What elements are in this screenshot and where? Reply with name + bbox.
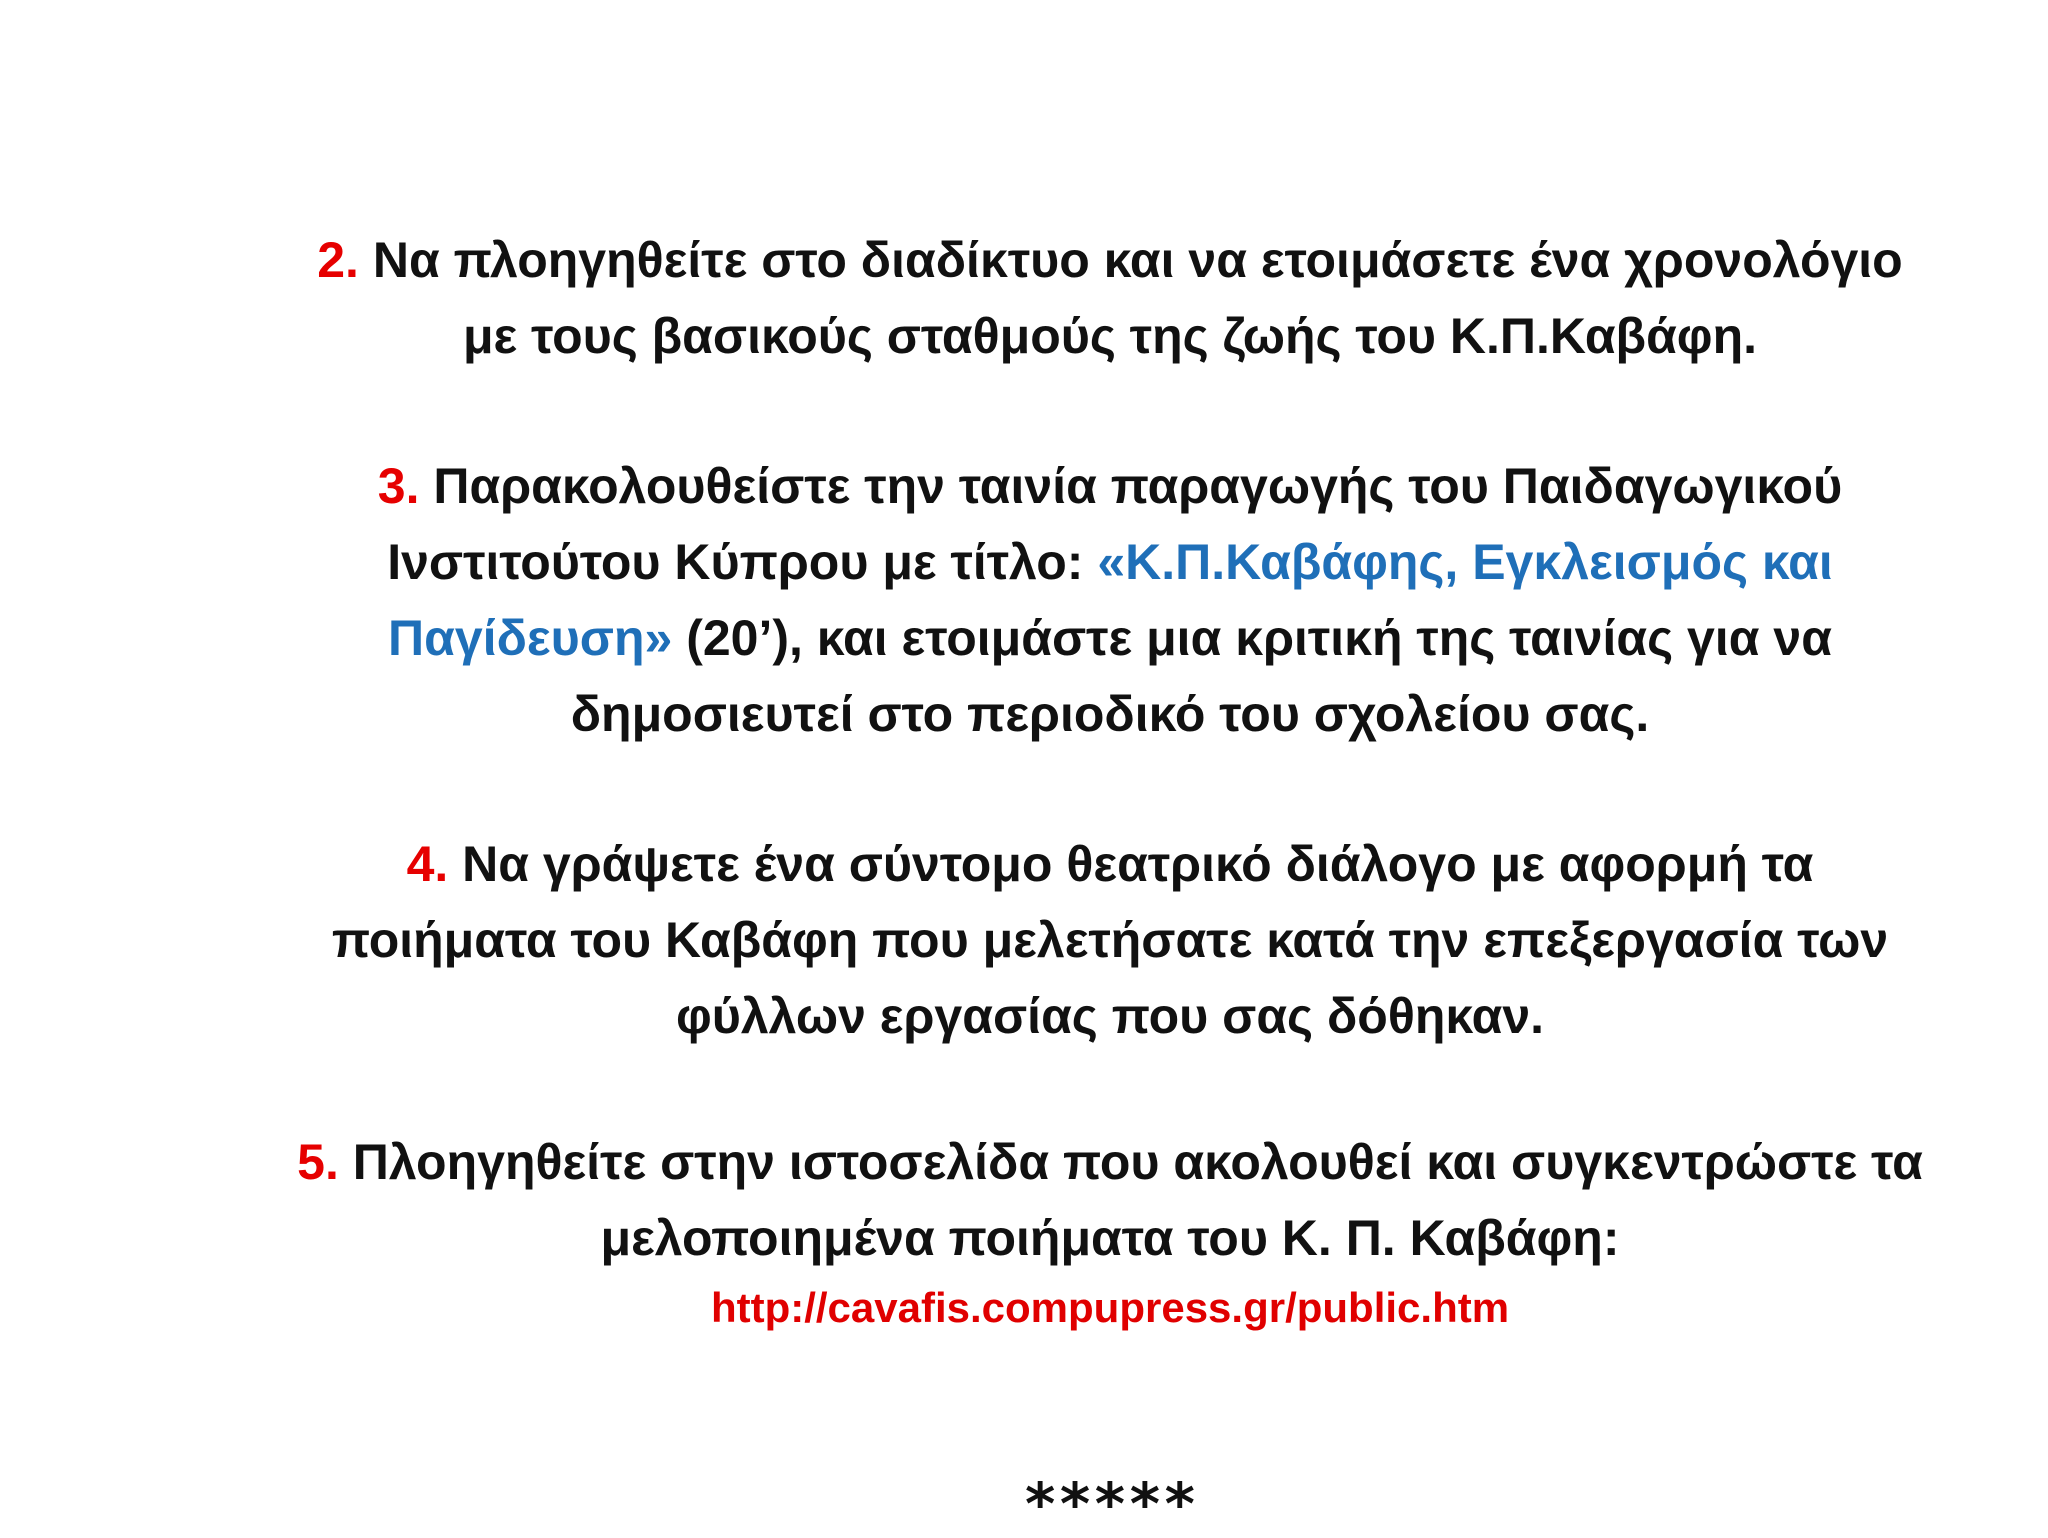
task-2-number: 2. (317, 232, 359, 288)
task-4 (210, 826, 2010, 1054)
task-2-line-2: με τους βασικούς σταθμούς της ζωής του Κ.Π.Καβάφη. (462, 308, 1758, 364)
task-5-number: 5. (297, 1134, 339, 1190)
task-4-line-1 (210, 826, 2010, 902)
task-4-line-3: φύλλων εργασίας που σας δόθηκαν. (675, 988, 1545, 1044)
task-5 (180, 1124, 2040, 1340)
film-title-part-2: Παγίδευση» (388, 610, 673, 666)
task-5-line-2: μελοποιημένα ποιήματα του Κ. Π. Καβάφη: (600, 1210, 1620, 1266)
task-2-line-1 (210, 222, 2010, 298)
task-5-text-1: Πλοηγηθείτε στην ιστοσελίδα που ακολουθεί και συγκεντρώστε τα (338, 1134, 1923, 1190)
task-2 (210, 222, 2010, 374)
task-3-text-3: (20’), και ετοιμάστε μια κριτική της ταινίας για να (672, 610, 1832, 666)
task-5-line-1 (180, 1124, 2040, 1200)
cavafis-url-link[interactable]: http://cavafis.compupress.gr/public.htm (710, 1284, 1510, 1331)
footer-stars: ***** (1022, 1470, 1198, 1538)
task-3 (210, 448, 2010, 752)
task-4-line-2: ποιήματα του Καβάφη που μελετήσατε κατά την επεξεργασία των (331, 912, 1889, 968)
task-4-text-1: Να γράψετε ένα σύντομο θεατρικό διάλογο με αφορμή τα (448, 836, 1814, 892)
task-4-number: 4. (406, 836, 449, 892)
task-3-text-1: Παρακολουθείστε την ταινία παραγωγής του Παιδαγωγικού (419, 458, 1843, 514)
task-3-text-2: Ινστιτούτου Κύπρου με τίτλο: (387, 534, 1098, 590)
task-3-line-4: δημοσιευτεί στο περιοδικό του σχολείου σας. (570, 686, 1650, 742)
task-3-line-3 (210, 600, 2010, 676)
task-2-text-1: Να πλοηγηθείτε στο διαδίκτυο και να ετοιμάσετε ένα χρονολόγιο (358, 232, 1903, 288)
task-3-line-1 (210, 448, 2010, 524)
task-3-number: 3. (377, 458, 420, 514)
film-title-part-1: «Κ.Π.Καβάφης, Εγκλεισμός και (1097, 534, 1833, 590)
task-3-line-2 (210, 524, 2010, 600)
